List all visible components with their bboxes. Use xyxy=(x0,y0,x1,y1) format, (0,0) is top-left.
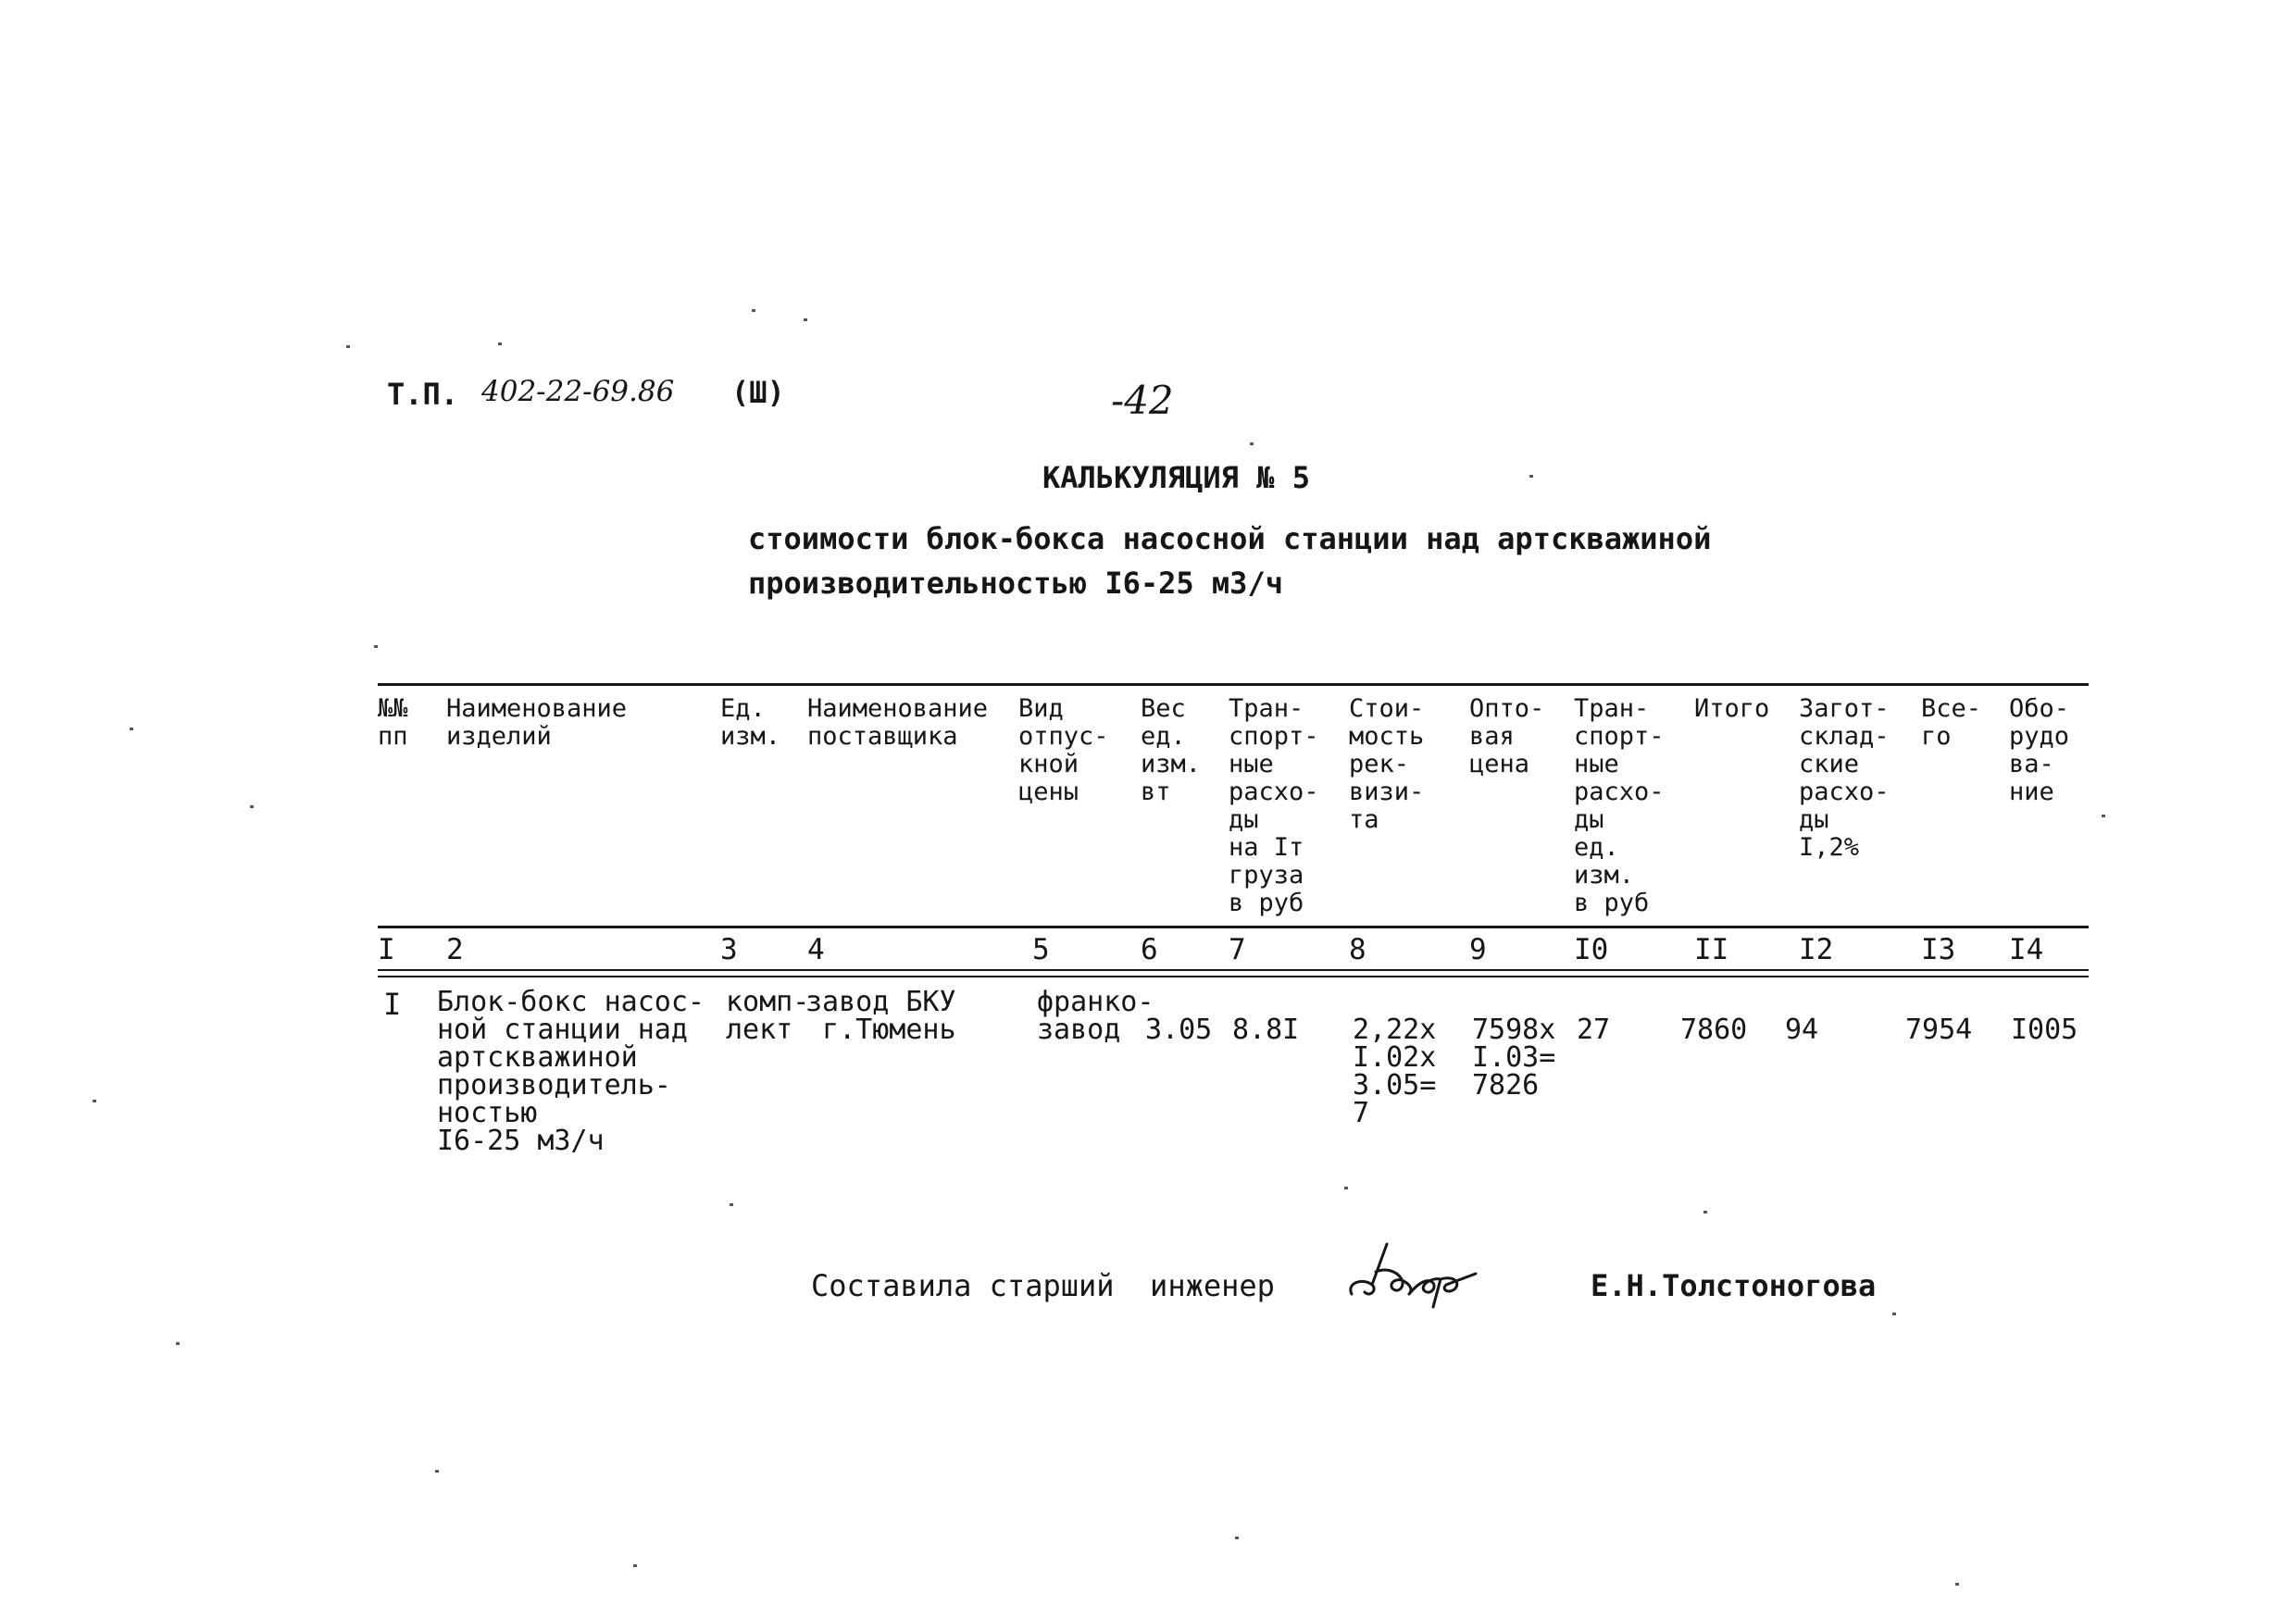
header-subtotal: Итого xyxy=(1694,694,1770,723)
column-number: I2 xyxy=(1799,933,1834,966)
row-transport-per-ton: 8.8I xyxy=(1232,1014,1300,1046)
column-number: I0 xyxy=(1574,933,1609,966)
scan-speck xyxy=(346,345,350,348)
column-number: 6 xyxy=(1141,933,1158,966)
tp-number: 402-22-69.86 xyxy=(481,375,675,408)
header-number: №№ пп xyxy=(378,694,408,751)
row-weight: 3.05 xyxy=(1145,1014,1213,1046)
column-number: 2 xyxy=(446,933,464,966)
scan-speck xyxy=(176,1342,180,1345)
row-total: 7954 xyxy=(1905,1014,1973,1046)
scan-speck xyxy=(1344,1187,1348,1189)
scan-speck xyxy=(1955,1583,1959,1586)
table-number-rule-2 xyxy=(378,976,2089,977)
row-transport-per-unit: 27 xyxy=(1577,1014,1611,1046)
scan-speck xyxy=(374,645,378,648)
header-procurement: Загот- склад- ские расхо- ды I,2% xyxy=(1799,694,1890,862)
header-total: Все- го xyxy=(1921,694,1982,751)
signature-mark xyxy=(1344,1237,1483,1311)
header-unit: Ед. изм. xyxy=(720,694,781,751)
header-wholesale-price: Опто- вая цена xyxy=(1469,694,1545,778)
row-supplier: завод БКУ г.Тюмень xyxy=(805,986,956,1046)
row-number: I xyxy=(383,987,402,1022)
row-subtotal: 7860 xyxy=(1680,1014,1748,1046)
scan-speck xyxy=(1250,442,1254,445)
album-number: (Ш) xyxy=(731,375,785,410)
scan-speck xyxy=(130,728,133,730)
scan-speck xyxy=(435,1470,439,1473)
row-procurement: 94 xyxy=(1785,1014,1819,1046)
signature xyxy=(1344,1237,1483,1311)
column-number: 4 xyxy=(807,933,825,966)
column-number: 3 xyxy=(720,933,738,966)
column-number: I4 xyxy=(2009,933,2044,966)
scan-speck xyxy=(93,1100,96,1102)
scan-speck xyxy=(2102,815,2105,817)
header-requisite-cost: Стои- мость рек- визи- та xyxy=(1349,694,1425,834)
scan-speck xyxy=(730,1203,733,1206)
table-header-rule xyxy=(378,926,2089,928)
scan-speck xyxy=(633,1564,637,1567)
header-item-name: Наименование изделий xyxy=(446,694,628,751)
column-number: II xyxy=(1694,933,1729,966)
compiled-by-label: Составила старший инженер xyxy=(811,1268,1275,1303)
row-price-type: франко- завод xyxy=(1037,986,1154,1046)
scan-speck xyxy=(1529,475,1533,478)
row-unit: комп- лект xyxy=(726,986,810,1046)
column-number: 7 xyxy=(1229,933,1246,966)
header-weight: Вес ед. изм. вт xyxy=(1141,694,1202,806)
tp-label: Т.П. xyxy=(387,377,459,412)
scan-speck xyxy=(1235,1537,1239,1539)
row-wholesale-price: 7598х I.03= 7826 xyxy=(1472,1014,1556,1101)
document-subtitle-line-2: производительностью I6-25 м3/ч xyxy=(748,566,1283,601)
column-number: 8 xyxy=(1349,933,1366,966)
scan-speck xyxy=(498,342,502,345)
scan-speck xyxy=(752,309,755,312)
column-number: 9 xyxy=(1469,933,1487,966)
scan-speck xyxy=(250,805,254,808)
row-equipment: I005 xyxy=(2011,1014,2078,1046)
header-transport-per-unit: Тран- спорт- ные расхо- ды ед. изм. в руб xyxy=(1574,694,1665,917)
scan-speck xyxy=(804,318,807,321)
page-number: -42 xyxy=(1111,378,1174,423)
compiler-name: Е.Н.Толстоногова xyxy=(1591,1268,1877,1303)
table-top-rule xyxy=(378,683,2089,686)
column-number: I3 xyxy=(1921,933,1956,966)
row-requisite-cost: 2,22х I.02х 3.05= 7 xyxy=(1353,1014,1437,1129)
document-title: КАЛЬКУЛЯЦИЯ № 5 xyxy=(1042,460,1310,495)
column-number: 5 xyxy=(1032,933,1050,966)
header-transport-per-ton: Тран- спорт- ные расхо- ды на Iт груза в руб xyxy=(1229,694,1319,917)
scan-speck xyxy=(1892,1313,1896,1315)
header-equipment: Обо- рудо ва- ние xyxy=(2009,694,2070,806)
row-item-name: Блок-бокс насос- ной станции над артскважиной производитель- ностью I6-25 м3/ч xyxy=(437,986,705,1157)
table-number-rule-1 xyxy=(378,969,2089,971)
header-supplier: Наименование поставщика xyxy=(807,694,989,751)
document-subtitle-line-1: стоимости блок-бокса насосной станции над артскважиной xyxy=(748,521,1712,556)
header-price-type: Вид отпус- кной цены xyxy=(1018,694,1109,806)
column-number: I xyxy=(378,933,395,966)
scan-speck xyxy=(1703,1211,1707,1214)
